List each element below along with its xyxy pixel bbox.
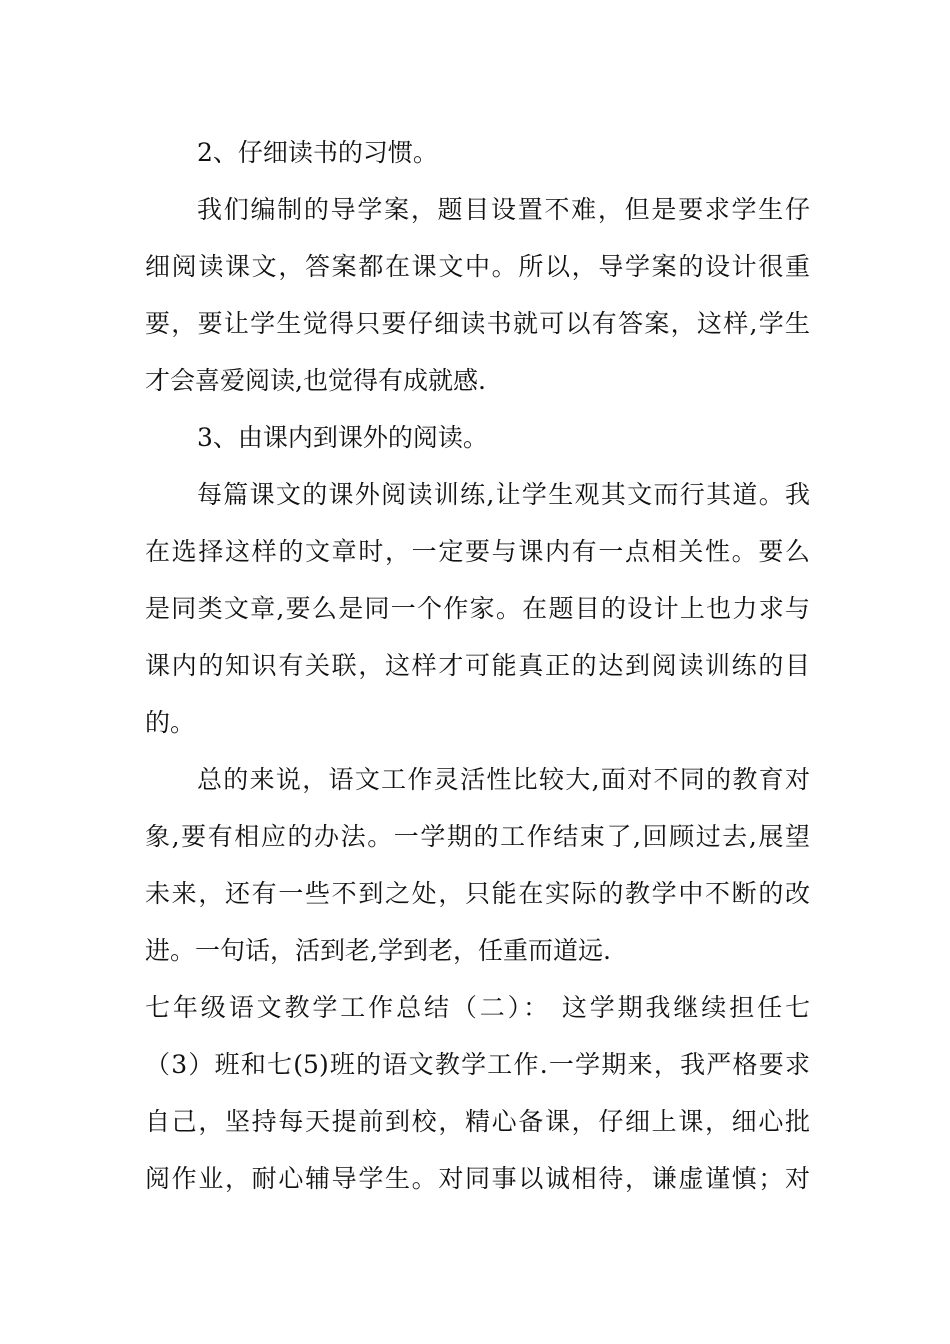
paragraph-line: 阅作业，耐心辅导学生。对同事以诚相待，谦虚谨慎；对 xyxy=(145,1164,810,1193)
heading-inside-to-outside-reading: 3、由课内到课外的阅读。 xyxy=(197,423,488,452)
paragraph-line: 课内的知识有关联，这样才可能真正的达到阅读训练的目 xyxy=(145,651,810,680)
heading-careful-reading: 2、仔细读书的习惯。 xyxy=(197,138,438,167)
paragraph-line: 在选择这样的文章时，一定要与课内有一点相关性。要么 xyxy=(145,537,810,566)
paragraph-line: 进。一句话，活到老,学到老，任重而道远. xyxy=(145,936,611,965)
paragraph-line: 细阅读课文，答案都在课文中。所以，导学案的设计很重 xyxy=(145,252,810,281)
paragraph-line: 总的来说，语文工作灵活性比较大,面对不同的教育对 xyxy=(197,765,810,794)
paragraph-line: 才会喜爱阅读,也觉得有成就感. xyxy=(145,366,486,395)
paragraph-line: 我们编制的导学案，题目设置不难，但是要求学生仔 xyxy=(197,195,810,224)
paragraph-line: 的。 xyxy=(145,708,196,737)
paragraph-line: 是同类文章,要么是同一个作家。在题目的设计上也力求与 xyxy=(145,594,810,623)
section-title-line: 七年级语文教学工作总结（二）： 这学期我继续担任七 xyxy=(145,993,810,1022)
paragraph-line: 要，要让学生觉得只要仔细读书就可以有答案，这样,学生 xyxy=(145,309,810,338)
paragraph-line: 自己，坚持每天提前到校，精心备课，仔细上课，细心批 xyxy=(145,1107,810,1136)
paragraph-line: （3）班和七(5)班的语文教学工作.一学期来，我严格要求 xyxy=(145,1050,810,1079)
paragraph-line: 每篇课文的课外阅读训练,让学生观其文而行其道。我 xyxy=(197,480,810,509)
paragraph-line: 未来，还有一些不到之处，只能在实际的教学中不断的改 xyxy=(145,879,810,908)
paragraph-line: 象,要有相应的办法。一学期的工作结束了,回顾过去,展望 xyxy=(145,822,810,851)
